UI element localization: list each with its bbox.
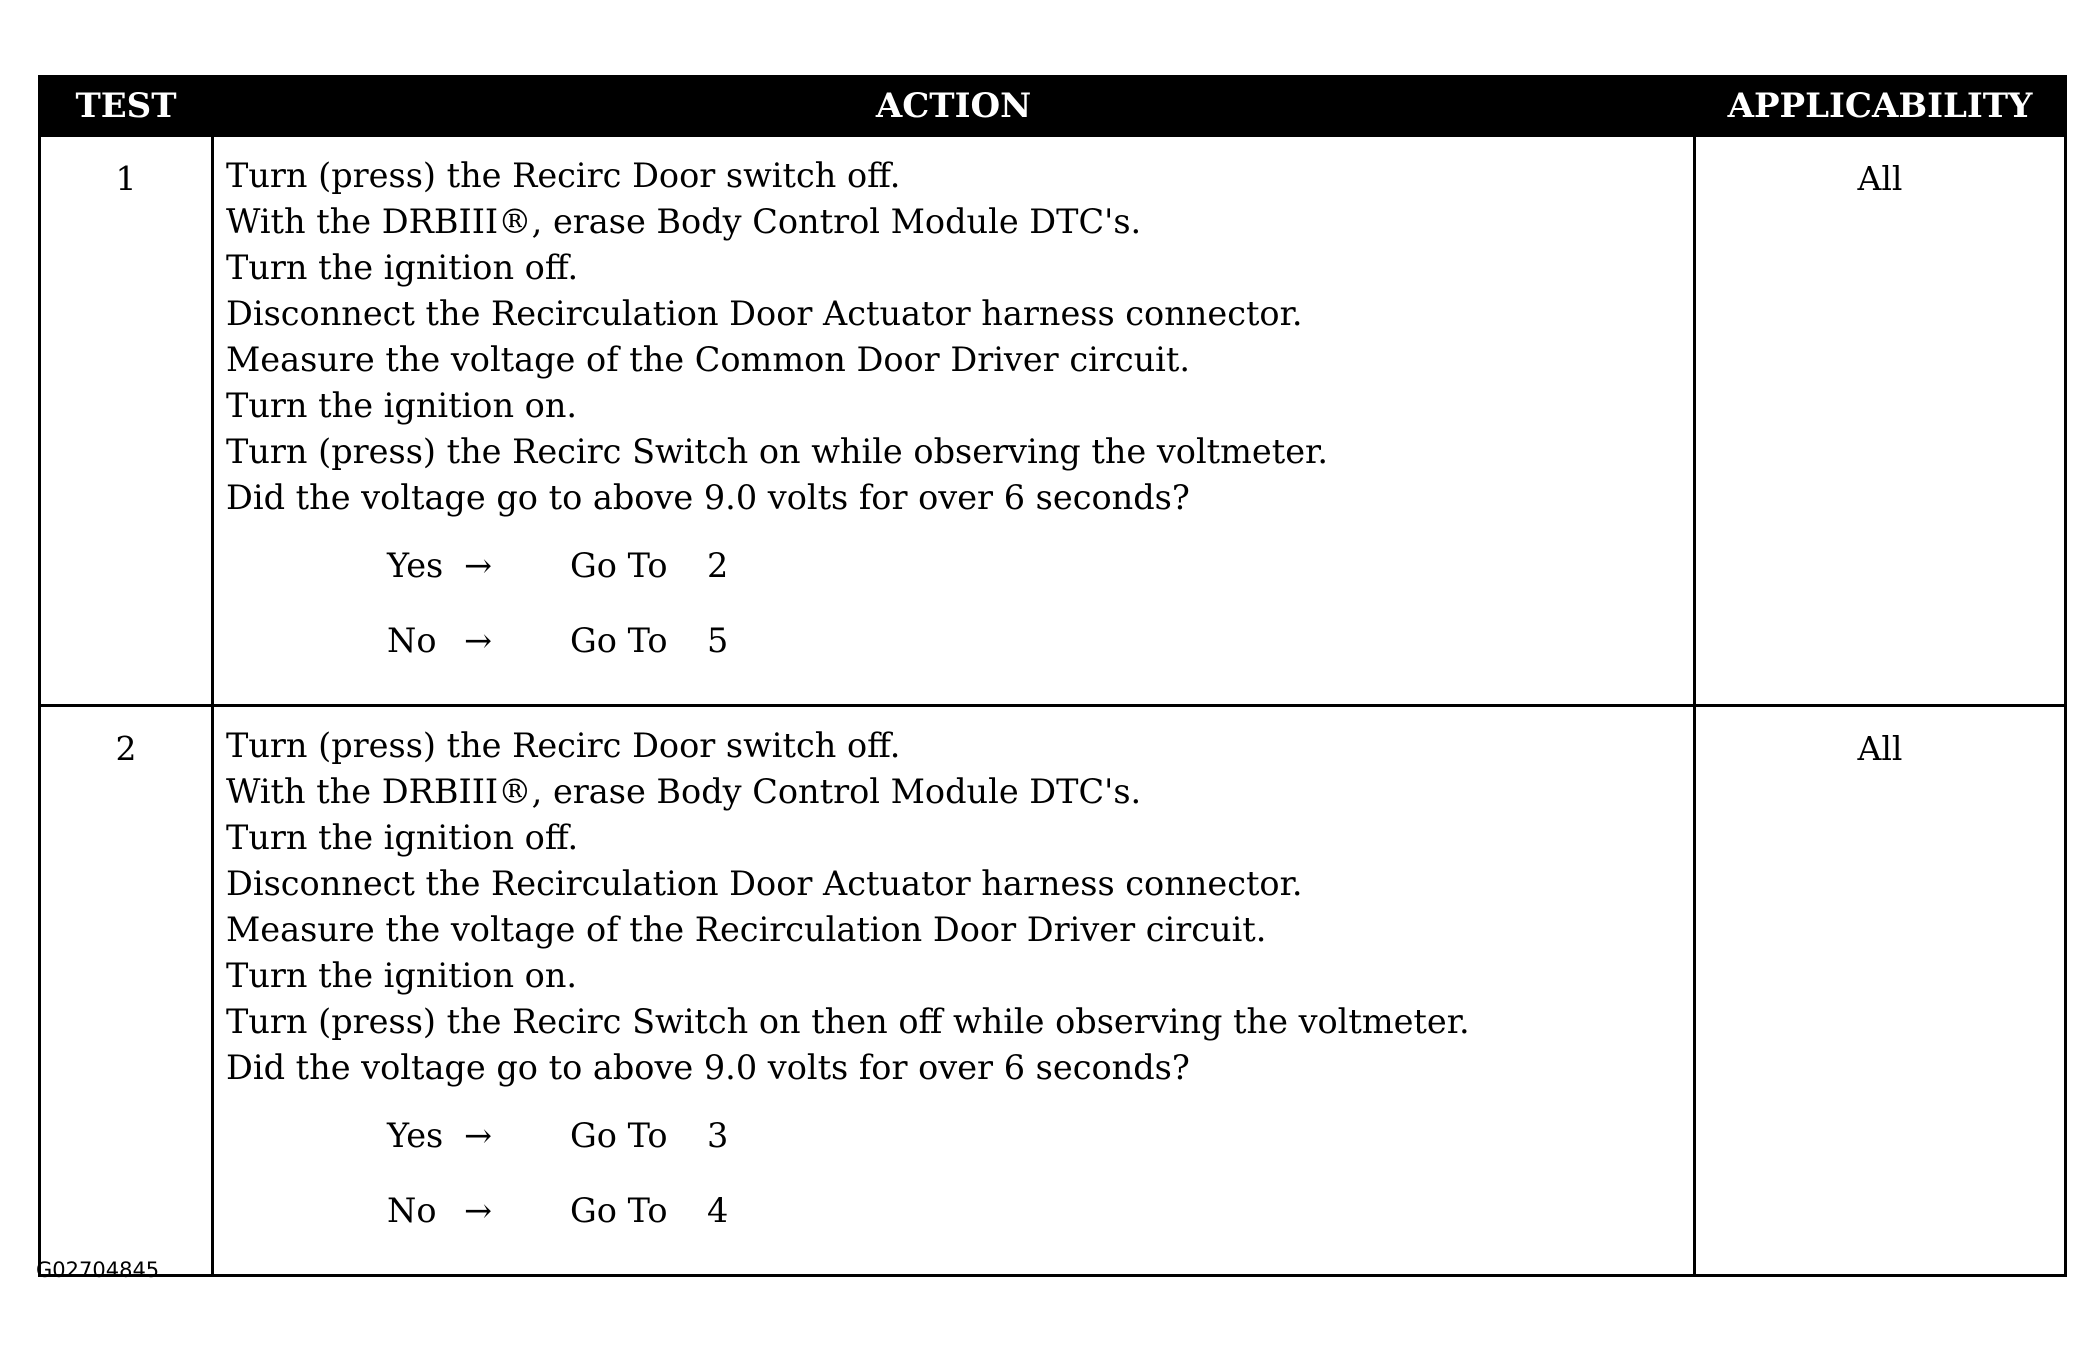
action-step: Disconnect the Recirculation Door Actuator harness connector. — [226, 294, 1303, 333]
diagnostic-test-table — [38, 75, 2067, 1277]
branch-no — [226, 1188, 1681, 1263]
branch-no — [226, 618, 1681, 693]
branch-target: 4 — [707, 1191, 729, 1230]
figure-id: G02704845 — [36, 1258, 160, 1282]
action-cell — [213, 706, 1695, 1276]
applicability-cell: All — [1695, 706, 2066, 1276]
right-arrow-icon: → — [464, 546, 493, 585]
right-arrow-icon: → — [464, 1116, 493, 1155]
action-step: Measure the voltage of the Recirculation Door Driver circuit. — [226, 910, 1267, 949]
table-row — [40, 706, 2066, 1276]
test-number: 1 — [40, 136, 213, 706]
branch-goto-label: Go To — [570, 546, 668, 585]
branch-yes — [226, 1113, 1681, 1188]
action-step: Turn the ignition off. — [226, 818, 579, 857]
applicability-cell: All — [1695, 136, 2066, 706]
action-step: Did the voltage go to above 9.0 volts for over 6 seconds? — [226, 478, 1190, 517]
branch-answer: Yes — [387, 546, 444, 585]
action-step: Turn the ignition on. — [226, 956, 578, 995]
action-step: Disconnect the Recirculation Door Actuator harness connector. — [226, 864, 1303, 903]
branch-target: 5 — [707, 621, 729, 660]
table-row — [40, 136, 2066, 706]
branch-answer: No — [387, 621, 437, 660]
test-number: 2 — [40, 706, 213, 1276]
header-test: TEST — [40, 77, 213, 136]
branch-target: 3 — [707, 1116, 729, 1155]
branch-goto-label: Go To — [570, 1116, 668, 1155]
branch-answer: Yes — [387, 1116, 444, 1155]
header-applicability: APPLICABILITY — [1695, 77, 2066, 136]
branch-yes — [226, 543, 1681, 618]
branch-goto-label: Go To — [570, 1191, 668, 1230]
action-cell — [213, 136, 1695, 706]
header-action: ACTION — [213, 77, 1695, 136]
branch-goto-label: Go To — [570, 621, 668, 660]
branch-list — [226, 1113, 1681, 1263]
action-step: Turn (press) the Recirc Switch on then off while observing the voltmeter. — [226, 1002, 1470, 1041]
action-step: Turn (press) the Recirc Door switch off. — [226, 726, 901, 765]
branch-answer: No — [387, 1191, 437, 1230]
branch-target: 2 — [707, 546, 729, 585]
action-step: Turn (press) the Recirc Door switch off. — [226, 156, 901, 195]
table-header-row — [40, 77, 2066, 136]
right-arrow-icon: → — [464, 1191, 493, 1230]
action-step: With the DRBIII®, erase Body Control Module DTC's. — [226, 772, 1142, 811]
action-step: Did the voltage go to above 9.0 volts for over 6 seconds? — [226, 1048, 1190, 1087]
action-step: With the DRBIII®, erase Body Control Module DTC's. — [226, 202, 1142, 241]
action-step: Turn the ignition on. — [226, 386, 578, 425]
right-arrow-icon: → — [464, 621, 493, 660]
branch-list — [226, 543, 1681, 693]
action-step: Measure the voltage of the Common Door Driver circuit. — [226, 340, 1190, 379]
action-step: Turn the ignition off. — [226, 248, 579, 287]
action-step: Turn (press) the Recirc Switch on while observing the voltmeter. — [226, 432, 1328, 471]
